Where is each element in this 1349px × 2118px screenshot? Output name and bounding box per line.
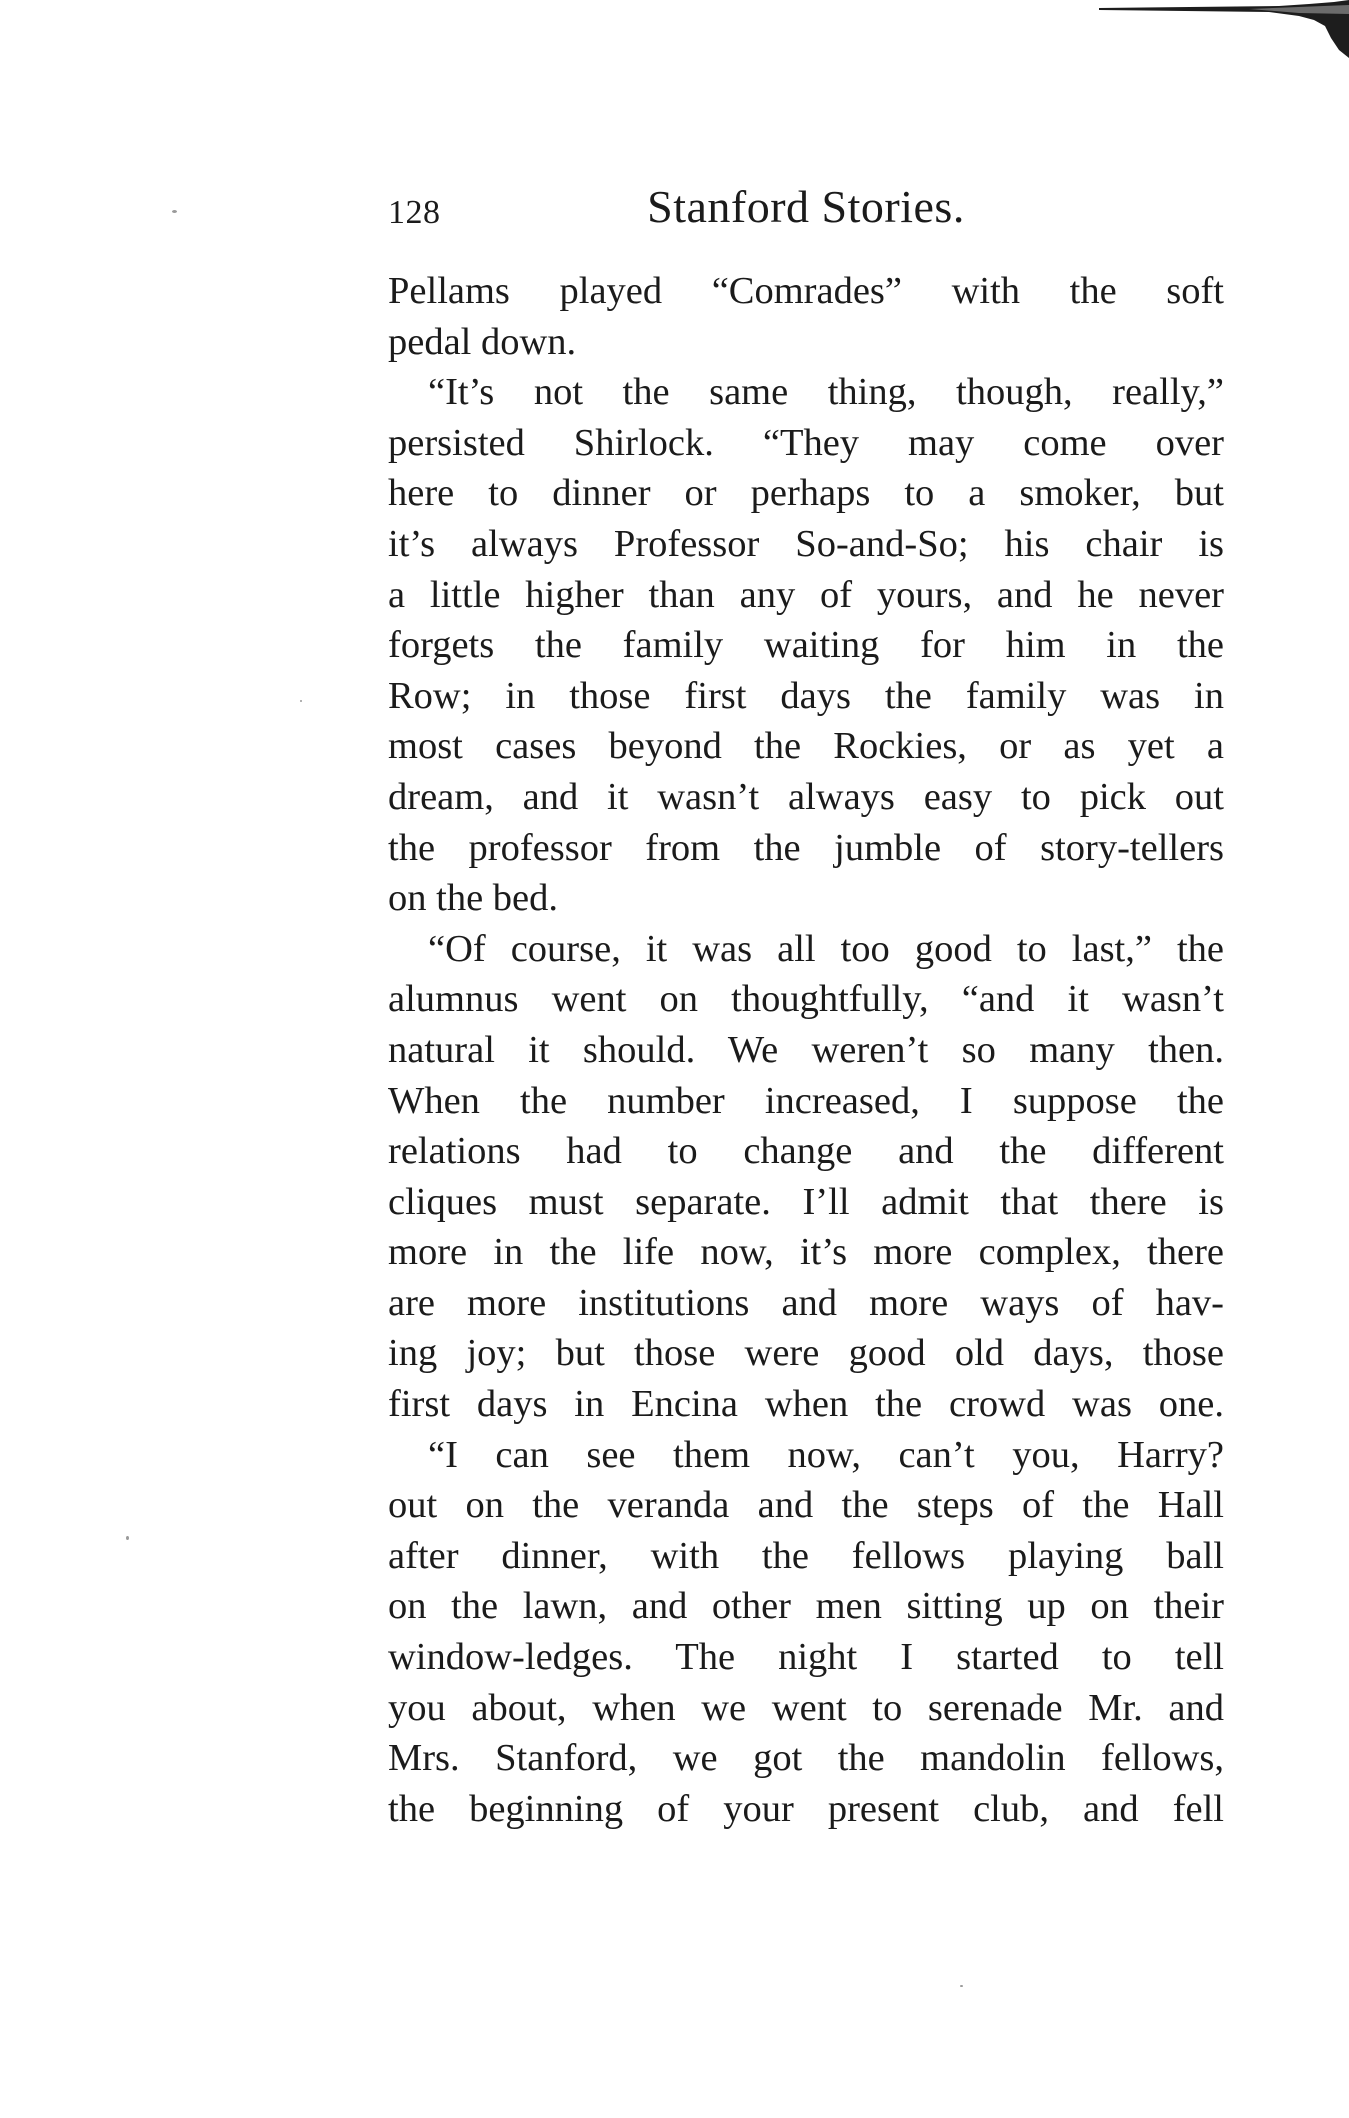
page-number: 128: [388, 194, 441, 231]
scan-corner-mark: [1099, 0, 1349, 60]
text-line: out on the veranda and the steps of the Hall: [388, 1484, 1224, 1527]
text-line: forgets the family waiting for him in the: [388, 624, 1224, 667]
scan-speck: [172, 210, 177, 213]
text-line: on the lawn, and other men sitting up on their: [388, 1585, 1224, 1628]
text-line: alumnus went on thoughtfully, “and it wasn’t: [388, 978, 1224, 1021]
text-line: persisted Shirlock. “They may come over: [388, 421, 1224, 464]
text-line: most cases beyond the Rockies, or as yet a: [388, 725, 1224, 768]
text-line: “It’s not the same thing, though, really,”: [428, 371, 1224, 414]
text-line: ing joy; but those were good old days, those: [388, 1332, 1224, 1375]
text-line: first days in Encina when the crowd was one.: [388, 1383, 1224, 1426]
running-title: Stanford Stories.: [647, 181, 965, 232]
text-line: Row; in those first days the family was in: [388, 674, 1224, 717]
text-line: “Of course, it was all too good to last,” the: [428, 927, 1224, 970]
text-line: natural it should. We weren’t so many then.: [388, 1028, 1224, 1071]
text-line: the professor from the jumble of story-tellers: [388, 826, 1224, 869]
text-line: the beginning of your present club, and fell: [388, 1787, 1224, 1830]
text-line: more in the life now, it’s more complex, there: [388, 1231, 1224, 1274]
text-line: When the number increased, I suppose the: [388, 1079, 1224, 1122]
text-line: are more institutions and more ways of hav-: [388, 1281, 1224, 1324]
text-line: window-ledges. The night I started to tell: [388, 1636, 1224, 1679]
text-line: “I can see them now, can’t you, Harry?: [428, 1433, 1224, 1476]
text-line: you about, when we went to serenade Mr. and: [388, 1686, 1224, 1729]
scan-speck: [960, 1985, 963, 1987]
text-line: a little higher than any of yours, and he never: [388, 573, 1224, 616]
text-line: cliques must separate. I’ll admit that there is: [388, 1180, 1224, 1223]
text-line: pedal down.: [388, 320, 577, 363]
text-line: Mrs. Stanford, we got the mandolin fellows,: [388, 1737, 1224, 1780]
body-text: [388, 266, 1224, 1834]
page-header: [388, 180, 1224, 250]
scan-speck: [126, 1536, 129, 1540]
scan-speck: [300, 700, 302, 702]
text-line: relations had to change and the different: [388, 1130, 1224, 1173]
text-line: it’s always Professor So-and-So; his chair is: [388, 522, 1224, 565]
text-line: on the bed.: [388, 877, 558, 920]
text-line: here to dinner or perhaps to a smoker, but: [388, 472, 1224, 515]
text-line: after dinner, with the fellows playing ball: [388, 1534, 1224, 1577]
text-line: Pellams played “Comrades” with the soft: [388, 270, 1224, 312]
text-line: dream, and it wasn’t always easy to pick out: [388, 775, 1224, 818]
